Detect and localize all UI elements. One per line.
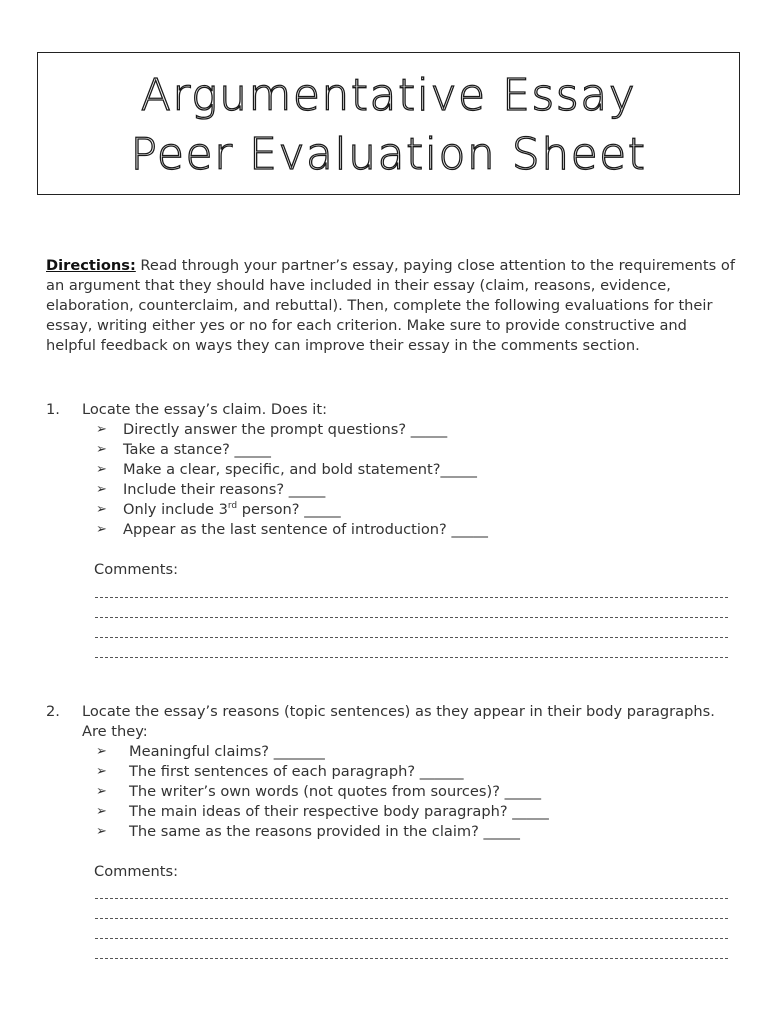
arrowhead-bullet-icon: ➢ (96, 502, 107, 517)
comment-line[interactable] (95, 938, 728, 939)
arrowhead-bullet-icon: ➢ (96, 784, 107, 799)
list-item: ➢ Directly answer the prompt questions? _____ (96, 421, 448, 438)
arrowhead-bullet-icon: ➢ (96, 764, 107, 779)
criteria-list (46, 420, 736, 540)
arrowhead-bullet-icon: ➢ (96, 422, 107, 437)
directions-paragraph (46, 256, 736, 356)
list-item: ➢ The same as the reasons provided in the claim? _____ (96, 823, 520, 840)
list-item: ➢ Appear as the last sentence of introduction? _____ (96, 521, 488, 538)
question-number: 2. (46, 703, 60, 720)
list-item: ➢ The first sentences of each paragraph? ______ (96, 763, 464, 780)
comment-line[interactable] (95, 597, 728, 598)
arrowhead-bullet-icon: ➢ (96, 804, 107, 819)
question-prompt: Locate the essay’s reasons (topic sentences) as they appear in their body paragraphs. Are they: (82, 703, 715, 740)
comment-line[interactable] (95, 637, 728, 638)
list-item (46, 500, 736, 520)
list-item: ➢ Take a stance? _____ (96, 441, 271, 458)
arrowhead-bullet-icon: ➢ (96, 522, 107, 537)
list-item: ➢ Make a clear, specific, and bold statement?_____ (96, 461, 477, 478)
arrowhead-bullet-icon: ➢ (96, 744, 107, 759)
question-1 (46, 400, 736, 580)
directions-text: Read through your partner’s essay, paying close attention to the requirements of an argument that they should have included in their essay (claim, reasons, evidence, elaboration, counterclaim, and rebuttal). Then, complete the following evaluations for their essay, writing either yes or no for each criterion. Make sure to provide constructive and helpful feedback on ways they can improve their essay in the comments section. (46, 257, 735, 354)
arrowhead-bullet-icon: ➢ (96, 824, 107, 839)
question-prompt: Locate the essay’s claim. Does it: (82, 401, 327, 418)
title-box (37, 52, 740, 195)
title-line-1: Argumentative Essay (140, 70, 637, 121)
comment-line[interactable] (95, 657, 728, 658)
arrowhead-bullet-icon: ➢ (96, 462, 107, 477)
title-line-2: Peer Evaluation Sheet (130, 129, 647, 180)
list-item: ➢ The writer’s own words (not quotes from sources)? _____ (96, 783, 542, 800)
list-item: ➢ Include their reasons? _____ (96, 481, 326, 498)
arrowhead-bullet-icon: ➢ (96, 442, 107, 457)
list-item: ➢ The main ideas of their respective body paragraph? _____ (96, 803, 549, 820)
list-item: ➢ Meaningful claims? _______ (96, 743, 325, 760)
comment-line[interactable] (95, 918, 728, 919)
third-person-item: Only include 3rd person? _____ (123, 501, 341, 518)
comments-label: Comments: (94, 561, 179, 578)
comment-line[interactable] (95, 958, 728, 959)
comment-line[interactable] (95, 617, 728, 618)
question-number: 1. (46, 401, 60, 418)
comment-line[interactable] (95, 898, 728, 899)
directions-label: Directions: (46, 257, 136, 274)
question-2 (46, 702, 736, 882)
arrowhead-bullet-icon: ➢ (96, 482, 107, 497)
criteria-list (46, 742, 736, 842)
comments-label: Comments: (94, 863, 179, 880)
